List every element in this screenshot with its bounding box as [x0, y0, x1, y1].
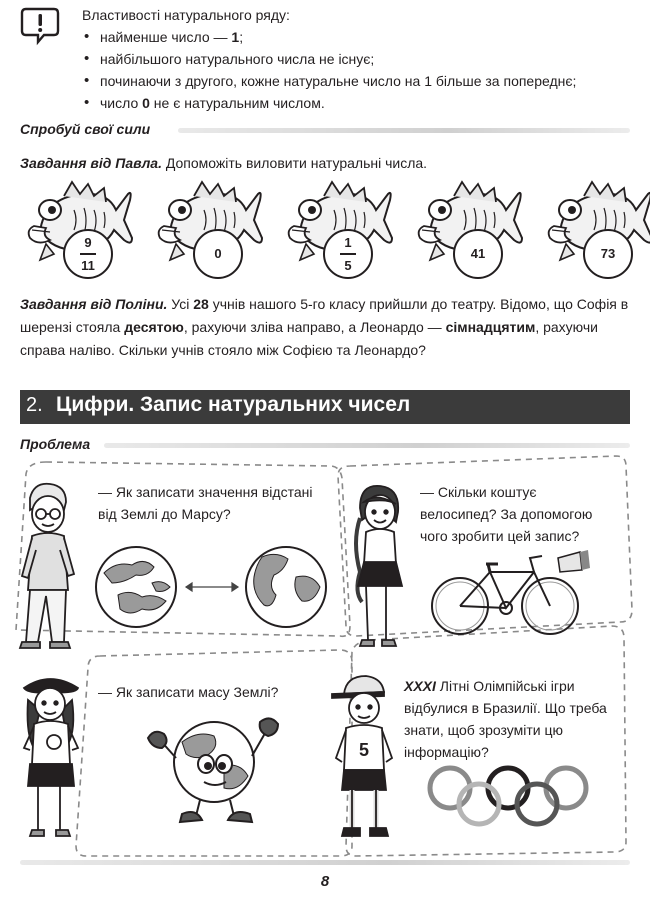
boy-with-glasses-illustration — [12, 480, 82, 655]
task-polina-tenth: десятою — [124, 319, 184, 335]
fish-fraction — [63, 235, 113, 274]
properties-intro: Властивості натурального ряду: — [82, 7, 290, 23]
task-polina-seventeenth: сімнадцятим — [445, 319, 536, 335]
exclamation-note-icon — [20, 6, 60, 46]
fish-number: 73 — [600, 246, 616, 261]
divider — [104, 443, 630, 448]
problem-heading: Проблема — [20, 436, 91, 452]
section-title: Цифри. Запис натуральних чисел — [56, 393, 411, 416]
fish-item[interactable] — [280, 180, 388, 280]
divider — [20, 860, 630, 865]
fish-number: 41 — [470, 246, 486, 261]
task-pavlo — [20, 152, 630, 175]
fish-item[interactable] — [410, 180, 518, 280]
globes-illustration — [92, 543, 332, 638]
list-item: • найменше число — 1; — [82, 26, 632, 48]
section-number: 2. — [26, 394, 43, 416]
olympics-text: Літні Олімпійські ігри відбулися в Бразилії. Що треба знати, щоб зрозуміти цю інформацію? — [404, 678, 607, 760]
list-item: • починаючи з другого, кожне натуральне число на 1 більше за попереднє; — [82, 70, 632, 92]
girl-with-braid-illustration — [346, 482, 408, 652]
task-polina-text: , рахуючи зліва направо, а Леонардо — — [183, 319, 446, 335]
olympics-question — [404, 675, 614, 763]
list-item: • найбільшого натурального числа не існує; — [82, 48, 632, 70]
fraction-numerator: 1 — [344, 235, 352, 250]
fish-fraction — [323, 235, 373, 274]
fraction-bar — [340, 253, 356, 255]
bicycle-illustration — [430, 548, 590, 640]
shirt-number: 5 — [358, 740, 370, 760]
girl-with-hat-illustration — [16, 670, 86, 840]
mars-question: — Як записати значення відстані від Землі до Марсу? — [98, 484, 313, 522]
price-tag-icon — [558, 552, 582, 572]
task-polina-title: Завдання від Поліни. — [20, 296, 168, 312]
earth-mass-question: — Як записати масу Землі? — [98, 684, 279, 700]
fraction-denominator: 5 — [344, 257, 352, 273]
fish-item[interactable] — [540, 180, 648, 280]
boy-athlete-illustration — [330, 672, 400, 844]
natural-series-properties — [82, 4, 632, 114]
try-heading: Спробуй свої сили — [20, 121, 151, 137]
properties-list — [82, 26, 632, 114]
task-pavlo-title: Завдання від Павла. — [20, 155, 162, 171]
fish-icon — [410, 180, 530, 280]
fish-icon — [150, 180, 270, 280]
fish-item[interactable] — [150, 180, 258, 280]
bike-question: — Скільки коштує велосипед? За допомогою чого зробити цей запис? — [420, 484, 593, 544]
divider — [178, 128, 630, 133]
task-polina-text: учнів нашого 5-го класу прийшли до театру. Відомо, що Софія в шерензі стояла — [20, 296, 629, 335]
task-polina-text: Усі — [167, 296, 194, 312]
task-polina-text: , рахуючи справа наліво. Скільки учнів стояло між Софією та Леонардо? — [20, 319, 598, 358]
task-pavlo-text: Допоможіть виловити натуральні числа. — [161, 155, 428, 171]
olympic-rings-icon — [424, 764, 594, 828]
fraction-numerator: 9 — [84, 235, 92, 250]
fish-number: 0 — [214, 246, 222, 261]
fraction-denominator: 11 — [81, 257, 95, 273]
task-polina — [20, 293, 632, 362]
olympics-number: ХХХІ — [404, 678, 436, 694]
cartoon-earth-illustration — [140, 708, 290, 830]
list-item: • число 0 не є натуральним числом. — [82, 92, 632, 114]
task-polina-count: 28 — [193, 296, 209, 312]
fraction-bar — [80, 253, 96, 255]
fish-item[interactable] — [20, 180, 128, 280]
page-number: 8 — [320, 873, 330, 890]
section-header — [20, 390, 630, 424]
fish-icon — [540, 180, 650, 280]
